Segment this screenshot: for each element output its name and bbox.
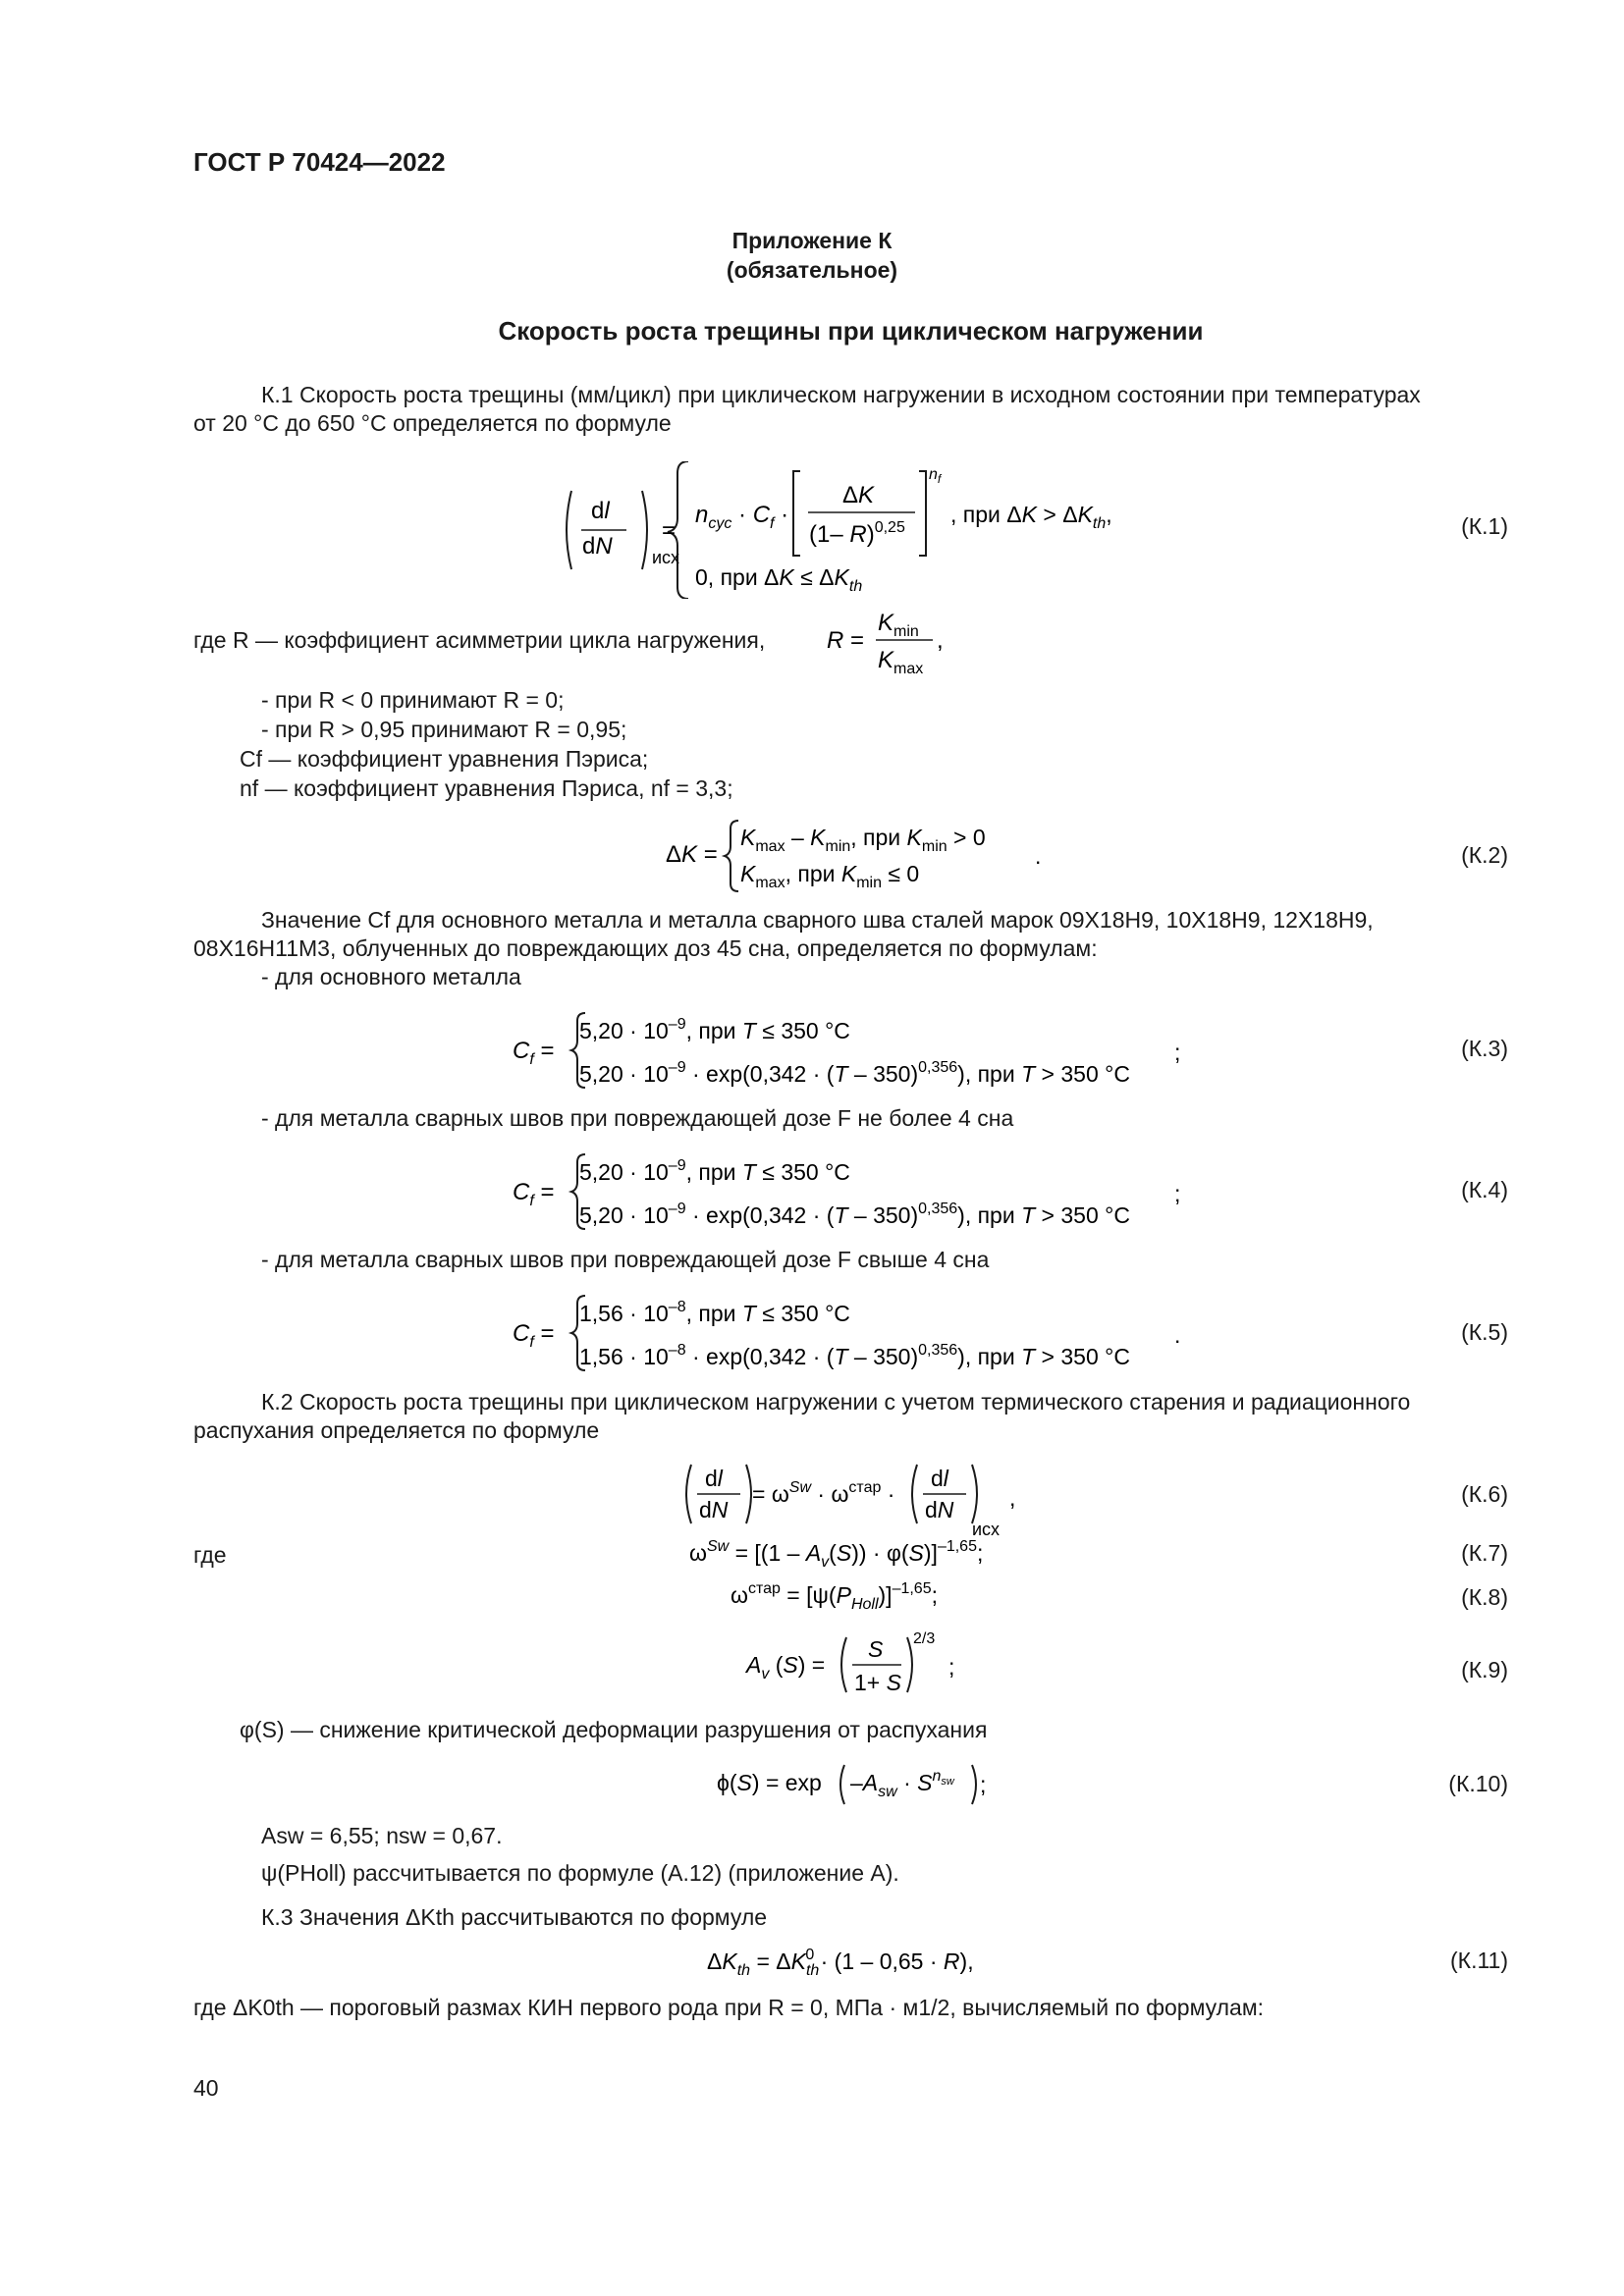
psi-definition: ψ(PHoll) рассчитывается по формуле (А.12) (приложение А). bbox=[261, 1860, 899, 1886]
equation-k8-svg bbox=[729, 1577, 1023, 1617]
equation-number-k2: (К.2) bbox=[1461, 842, 1508, 868]
equation-number-k7: (К.7) bbox=[1461, 1540, 1508, 1566]
equation-k4 bbox=[511, 1147, 1198, 1235]
equation-number-k1: (К.1) bbox=[1461, 513, 1508, 539]
svg-text:5,20 · 10–9 · exp(0,342 · (T –: $5,20 \cdot 10^{-9} \cdot \exp(0,342 \cdot (T - 350)^{0,356})$, при T > 350 °C bbox=[579, 1059, 1130, 1087]
equation-k11 bbox=[705, 1942, 1039, 1981]
equation-k5 bbox=[511, 1288, 1198, 1376]
svg-text:Cf =: $C_f$ = bbox=[513, 1320, 555, 1351]
equation-k2 bbox=[664, 815, 1056, 893]
svg-text:2/3: 2/3 bbox=[913, 1630, 936, 1647]
r-formula bbox=[825, 605, 952, 679]
svg-text:исх: исх bbox=[652, 548, 680, 567]
svg-text:=: = bbox=[662, 517, 677, 544]
svg-text:R =: R = bbox=[827, 627, 865, 654]
weld-le4-label: - для металла сварных швов при повреждающей дозе F не более 4 сна bbox=[261, 1105, 1014, 1131]
svg-text:dl: dl bbox=[591, 498, 610, 524]
base-metal-label: - для основного металла bbox=[261, 964, 521, 989]
phi-definition: φ(S) — снижение критической деформации разрушения от распухания bbox=[240, 1717, 988, 1742]
equation-k7 bbox=[687, 1533, 1041, 1573]
equation-number-k5: (К.5) bbox=[1461, 1319, 1508, 1345]
svg-text:1+ S: 1+ S bbox=[854, 1670, 901, 1695]
nf-definition: nf — коэффициент уравнения Пэриса, nf = 3,3; bbox=[240, 775, 733, 801]
k3-paragraph: К.3 Значения ΔKth рассчитываются по формуле bbox=[261, 1904, 768, 1930]
page-number: 40 bbox=[193, 2075, 219, 2101]
svg-text:исх: исх bbox=[972, 1520, 1001, 1539]
cf-intro-line2: 08Х16Н11М3, облученных до повреждающих доз 45 сна, определяется по формулам: bbox=[193, 935, 1098, 961]
equation-number-k10: (К.10) bbox=[1448, 1771, 1508, 1796]
svg-text:ΔK: ΔK bbox=[842, 482, 875, 508]
svg-text:1,56 · 10–8, при T ≤ 350 °C: $1,56 \cdot 10^{-8}$, при T ≤ 350 °C bbox=[579, 1299, 850, 1326]
equation-number-k8: (К.8) bbox=[1461, 1584, 1508, 1610]
k2-paragraph-line2: распухания определяется по формуле bbox=[193, 1417, 600, 1443]
svg-text:, при ΔK > ΔKth,: , при $\Delta K > \Delta K_{th}$, bbox=[950, 502, 1112, 532]
svg-text:;: ; bbox=[1174, 1181, 1181, 1206]
k1-paragraph-line2: от 20 °С до 650 °С определяется по формуле bbox=[193, 410, 672, 436]
equation-k9-svg bbox=[744, 1622, 980, 1706]
svg-text:.: . bbox=[1035, 843, 1042, 869]
svg-text:1,56 · 10–8 · exp(0,342 · (T –: $1,56 \cdot 10^{-8} \cdot \exp(0,342 \cdot (T - 350)^{0,356})$, при T > 350 °C bbox=[579, 1342, 1130, 1369]
svg-text:Kmax: $K_{max}$ bbox=[878, 647, 924, 677]
equation-number-k3: (К.3) bbox=[1461, 1036, 1508, 1061]
svg-text:(1– R)0,25: (1– R)$^{0,25}$ bbox=[809, 519, 905, 548]
svg-text:dl: dl bbox=[931, 1466, 948, 1491]
k2-paragraph-line1: К.2 Скорость роста трещины при циклическом нагружении с учетом термического старения и радиационного bbox=[261, 1389, 1411, 1415]
svg-text:;: ; bbox=[948, 1654, 955, 1680]
equation-k4-svg bbox=[511, 1147, 1198, 1235]
cf-intro-line1: Значение Cf для основного металла и металла сварного шва сталей марок 09Х18Н9, 10Х18Н9, 12Х18Н9, bbox=[261, 907, 1374, 933]
equation-number-k4: (К.4) bbox=[1461, 1177, 1508, 1202]
svg-text:.: . bbox=[1174, 1322, 1181, 1348]
svg-text:,: , bbox=[1009, 1485, 1016, 1511]
equation-k3-svg bbox=[511, 1005, 1198, 1094]
equation-k6-svg bbox=[677, 1457, 1031, 1541]
equation-k5-svg bbox=[511, 1288, 1198, 1376]
asw-values: Asw = 6,55; nsw = 0,67. bbox=[261, 1823, 503, 1848]
svg-text:Cf =: $C_f$ = bbox=[513, 1179, 555, 1209]
svg-text:dl: dl bbox=[705, 1466, 723, 1491]
svg-text:Cf =: $C_f$ = bbox=[513, 1038, 555, 1068]
equation-k2-svg bbox=[664, 815, 1056, 893]
k1-paragraph-line1: К.1 Скорость роста трещины (мм/цикл) при циклическом нагружении в исходном состоянии при температурах bbox=[261, 382, 1421, 407]
svg-text:= ωSw · ωстар ·: = $\omega^{Sw} \cdot \omega^{стар}$ · bbox=[752, 1479, 895, 1507]
condition-r-negative: - при R < 0 принимают R = 0; bbox=[261, 687, 565, 713]
svg-text:,: , bbox=[937, 627, 944, 654]
equation-k10-svg bbox=[715, 1759, 1009, 1808]
k2-where-label: где bbox=[193, 1542, 227, 1568]
svg-text:ΔKth = ΔKth0 · (1 – 0,65 · R): $\Delta K_{th} = \Delta K_{th}0 \cdot (1 - 0,65 \cdot R)$, bbox=[707, 1947, 974, 1979]
svg-text:Kmax, при Kmin ≤ 0: $K_{max}$, при $K_{min} \le 0$ bbox=[740, 861, 920, 891]
r-formula-svg bbox=[825, 605, 952, 679]
svg-text:dN: dN bbox=[699, 1497, 729, 1522]
annex-title: Приложение К bbox=[731, 228, 893, 253]
annex-heading: Скорость роста трещины при циклическом нагружении bbox=[498, 316, 1204, 346]
equation-number-k6: (К.6) bbox=[1461, 1481, 1508, 1507]
k3-where-definition: где ΔK0th — пороговый размах КИН первого рода при R = 0, МПа · м1/2, вычисляемый по формулам: bbox=[193, 1995, 1265, 2020]
svg-text:0, при ΔK ≤ ΔKth: 0, при $\Delta K \le \Delta K_{th}$ bbox=[695, 564, 863, 595]
equation-k1-brackets bbox=[558, 461, 1166, 599]
svg-text:Kmax – Kmin, при Kmin > 0: $K_{max} - K_{min}$, при $K_{min} > 0$ bbox=[740, 825, 986, 855]
svg-text:ncyc · Cf ·: $n_{cyc} \cdot C_f$ · bbox=[695, 502, 789, 532]
document-id: ГОСТ Р 70424—2022 bbox=[193, 147, 446, 177]
equation-k3 bbox=[511, 1005, 1198, 1094]
svg-text:ωстар = [ψ(PHoll)]–1,65;: $\omega^{стар} = [\psi(P_{Holl})]^{-1,65}$; bbox=[731, 1580, 938, 1613]
condition-r-high: - при R > 0,95 принимают R = 0,95; bbox=[261, 717, 627, 742]
svg-text:;: ; bbox=[980, 1772, 987, 1797]
svg-text:dN: dN bbox=[925, 1497, 954, 1522]
svg-text:Kmin: $K_{min}$ bbox=[878, 610, 919, 640]
svg-text:ΔK =: ΔK = bbox=[666, 841, 718, 868]
annex-status: (обязательное) bbox=[726, 257, 898, 283]
svg-text:;: ; bbox=[1174, 1040, 1181, 1065]
svg-text:5,20 · 10–9, при T ≤ 350 °C: $5,20 \cdot 10^{-9}$, при T ≤ 350 °C bbox=[579, 1016, 850, 1043]
svg-text:–Asw · Snsw: $-A_{sw} \cdot S^nsw$ bbox=[850, 1768, 954, 1800]
svg-text:5,20 · 10–9 · exp(0,342 · (T –: $5,20 \cdot 10^{-9} \cdot \exp(0,342 \cdot (T - 350)^{0,356})$, при T > 350 °C bbox=[579, 1201, 1130, 1228]
equation-k7-svg bbox=[687, 1533, 1041, 1573]
where-r-definition: где R — коэффициент асимметрии цикла нагружения, bbox=[193, 627, 766, 653]
weld-gt4-label: - для металла сварных швов при повреждающей дозе F свыше 4 сна bbox=[261, 1247, 990, 1272]
equation-k9 bbox=[744, 1622, 980, 1706]
equation-k11-svg bbox=[705, 1942, 1039, 1981]
svg-text:nf: $n_f$ bbox=[929, 466, 942, 486]
equation-number-k11: (К.11) bbox=[1450, 1948, 1508, 1973]
equation-k1 bbox=[558, 461, 1166, 599]
equation-k10 bbox=[715, 1759, 1009, 1808]
equation-k8 bbox=[729, 1577, 1023, 1617]
cf-definition: Cf — коэффициент уравнения Пэриса; bbox=[240, 746, 649, 772]
svg-text:dN: dN bbox=[582, 533, 613, 560]
svg-text:S: S bbox=[868, 1636, 884, 1662]
svg-text:ωSw = [(1 – Av(S)) · φ(S)]–1,6: $\omega^{Sw} = [(1 - A_v(S)) \cdot \varphi(S)]^{-1,65}$; bbox=[689, 1538, 984, 1571]
equation-number-k9: (К.9) bbox=[1461, 1657, 1508, 1682]
equation-k6 bbox=[677, 1457, 1031, 1541]
svg-text:Av (S) =: $A_v$ (S) = bbox=[746, 1652, 826, 1682]
svg-text:ϕ(S) = exp: ϕ(S) = exp bbox=[717, 1770, 822, 1795]
svg-text:5,20 · 10–9, при T ≤ 350 °C: $5,20 \cdot 10^{-9}$, при T ≤ 350 °C bbox=[579, 1157, 850, 1185]
